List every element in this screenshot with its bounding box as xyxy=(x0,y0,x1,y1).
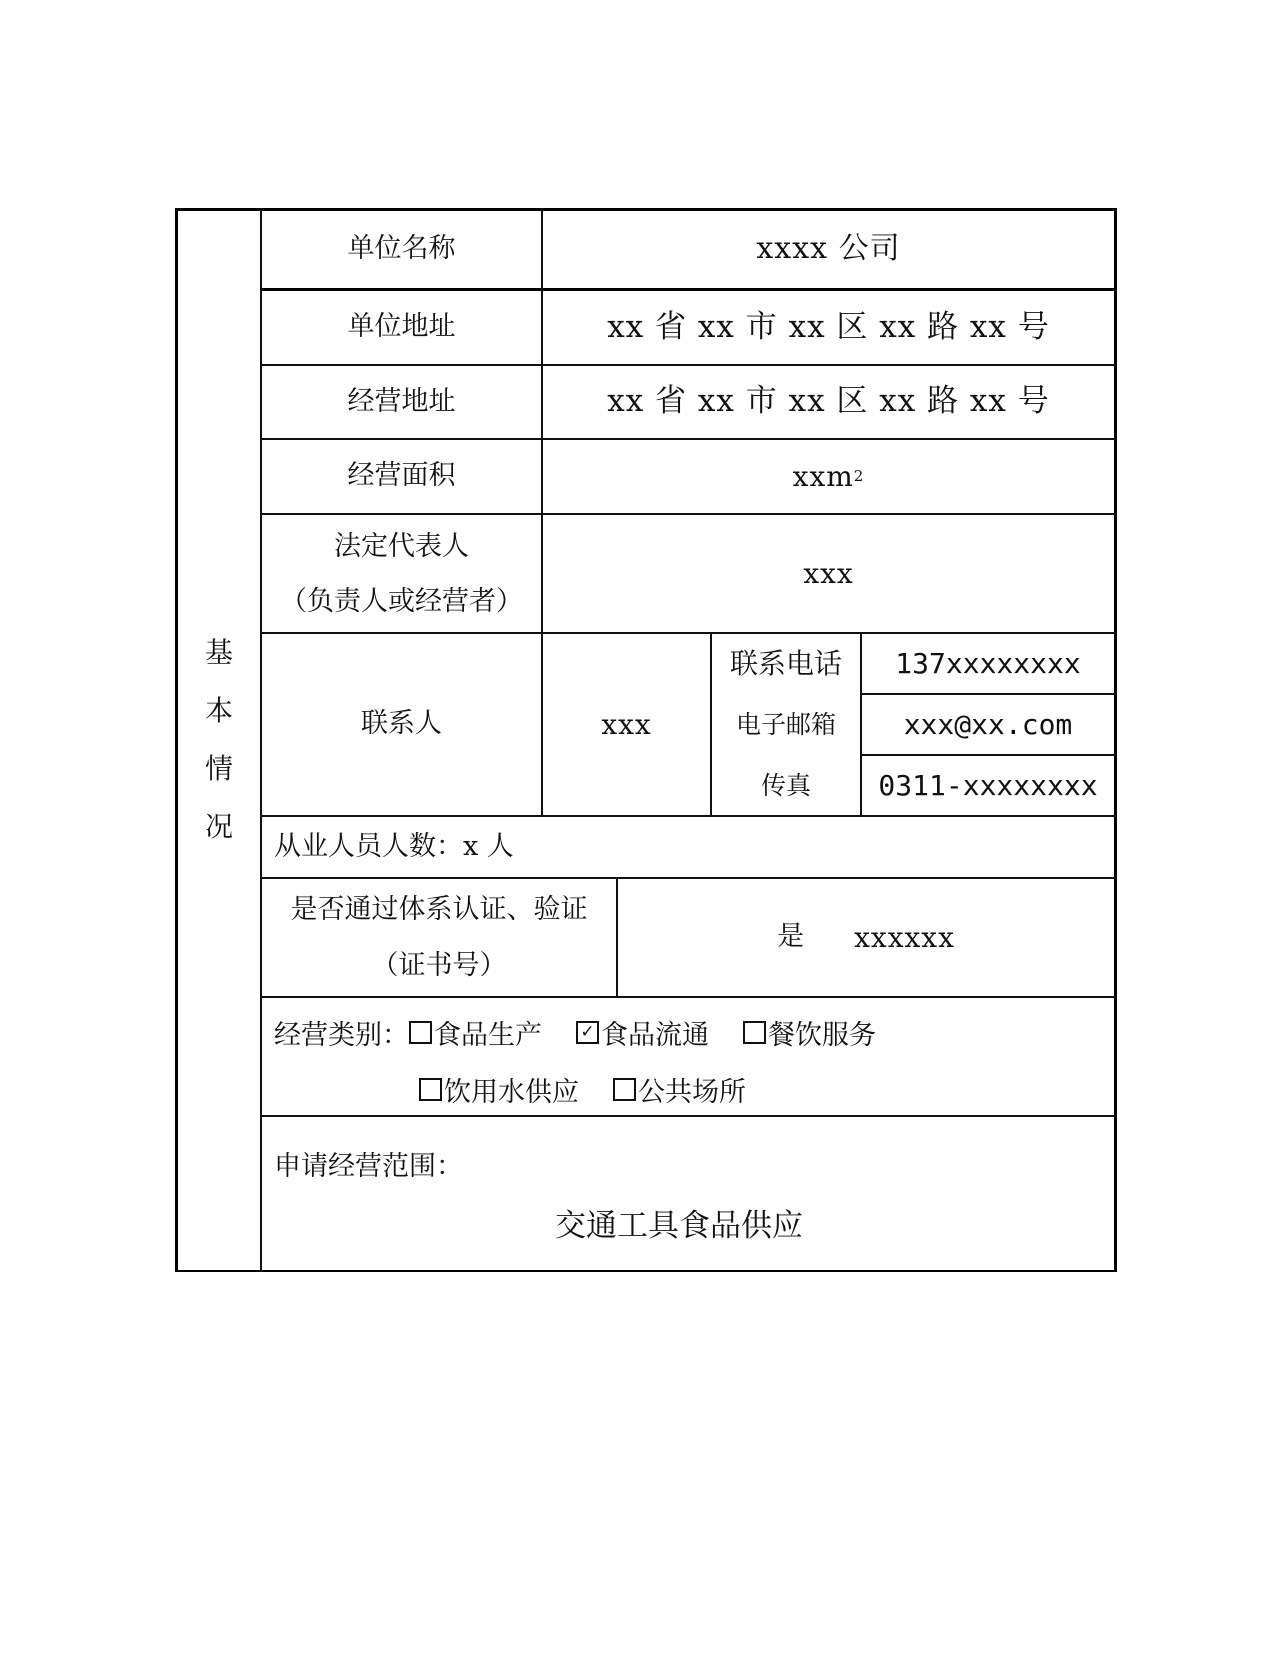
unit-address-value: xx 省 xx 市 xx 区 xx 路 xx 号 xyxy=(607,308,1050,345)
checkbox-icon[interactable] xyxy=(613,1078,636,1101)
contact-label: 联系人 xyxy=(361,708,442,740)
category-option-label: 公共场所 xyxy=(638,1077,746,1108)
section-title-char: 况 xyxy=(204,810,233,843)
business-scope-value: 交通工具食品供应 xyxy=(555,1208,803,1244)
contact-value: xxx xyxy=(601,707,652,741)
certification-value xyxy=(618,879,1114,996)
email-value: xxx@xx.com xyxy=(903,707,1073,741)
category-option-drinking-water[interactable] xyxy=(419,1070,579,1109)
certification-number: xxxxxx xyxy=(854,920,955,954)
category-option-food-circulation[interactable] xyxy=(576,1013,709,1052)
unit-name-value: xxxx 公司 xyxy=(756,231,901,267)
certification-label xyxy=(262,879,616,996)
category-option-food-production[interactable] xyxy=(409,1013,542,1052)
category-option-label: 餐饮服务 xyxy=(768,1020,876,1051)
legal-rep-label xyxy=(262,515,541,632)
business-address-value: xx 省 xx 市 xx 区 xx 路 xx 号 xyxy=(607,383,1050,420)
unit-name-label: 单位名称 xyxy=(347,233,456,265)
section-title-char: 情 xyxy=(204,752,233,785)
table-border-right xyxy=(1114,208,1117,1272)
fax-value: 0311-xxxxxxxx xyxy=(878,768,1098,802)
checkbox-icon[interactable] xyxy=(743,1021,766,1044)
certification-label-line2: （证书号） xyxy=(371,949,507,981)
certification-label-line1: 是否通过体系认证、验证 xyxy=(290,893,588,925)
business-scope xyxy=(262,1117,1114,1270)
fax-label: 传真 xyxy=(760,770,811,800)
checkbox-icon[interactable] xyxy=(419,1078,442,1101)
certification-answer: 是 xyxy=(777,921,805,953)
unit-address-label: 单位地址 xyxy=(347,311,456,343)
legal-rep-value: xxx xyxy=(803,556,854,590)
business-scope-label: 申请经营范围： xyxy=(274,1151,463,1182)
phone-label: 联系电话 xyxy=(729,647,842,681)
business-address-label: 经营地址 xyxy=(347,385,456,417)
category-option-label: 食品流通 xyxy=(601,1020,709,1051)
category-option-label: 饮用水供应 xyxy=(444,1077,579,1108)
business-area-label: 经营面积 xyxy=(347,460,456,492)
business-area-value xyxy=(543,440,1114,513)
employee-count: 从业人员人数：x 人 xyxy=(274,830,514,862)
category-option-public-places[interactable] xyxy=(613,1070,746,1109)
legal-rep-label-line2: （负责人或经营者） xyxy=(280,585,523,617)
business-area-number: xxm xyxy=(792,459,854,493)
business-category-label: 经营类别： xyxy=(274,1020,409,1051)
table-border-bottom xyxy=(175,1270,1116,1272)
section-title xyxy=(178,208,260,1272)
basic-info-form xyxy=(175,208,1116,1272)
category-option-catering[interactable] xyxy=(743,1013,876,1052)
section-title-char: 本 xyxy=(204,694,233,727)
business-category xyxy=(274,998,1104,1115)
email-label: 电子邮箱 xyxy=(735,710,836,740)
category-option-label: 食品生产 xyxy=(434,1020,542,1051)
legal-rep-label-line1: 法定代表人 xyxy=(334,530,469,562)
business-area-unit-superscript: 2 xyxy=(853,467,865,486)
section-title-char: 基 xyxy=(204,636,233,669)
checkbox-checked-icon[interactable]: ✓ xyxy=(576,1021,599,1044)
checkbox-icon[interactable] xyxy=(409,1021,432,1044)
phone-value: 137xxxxxxxx xyxy=(895,646,1081,680)
